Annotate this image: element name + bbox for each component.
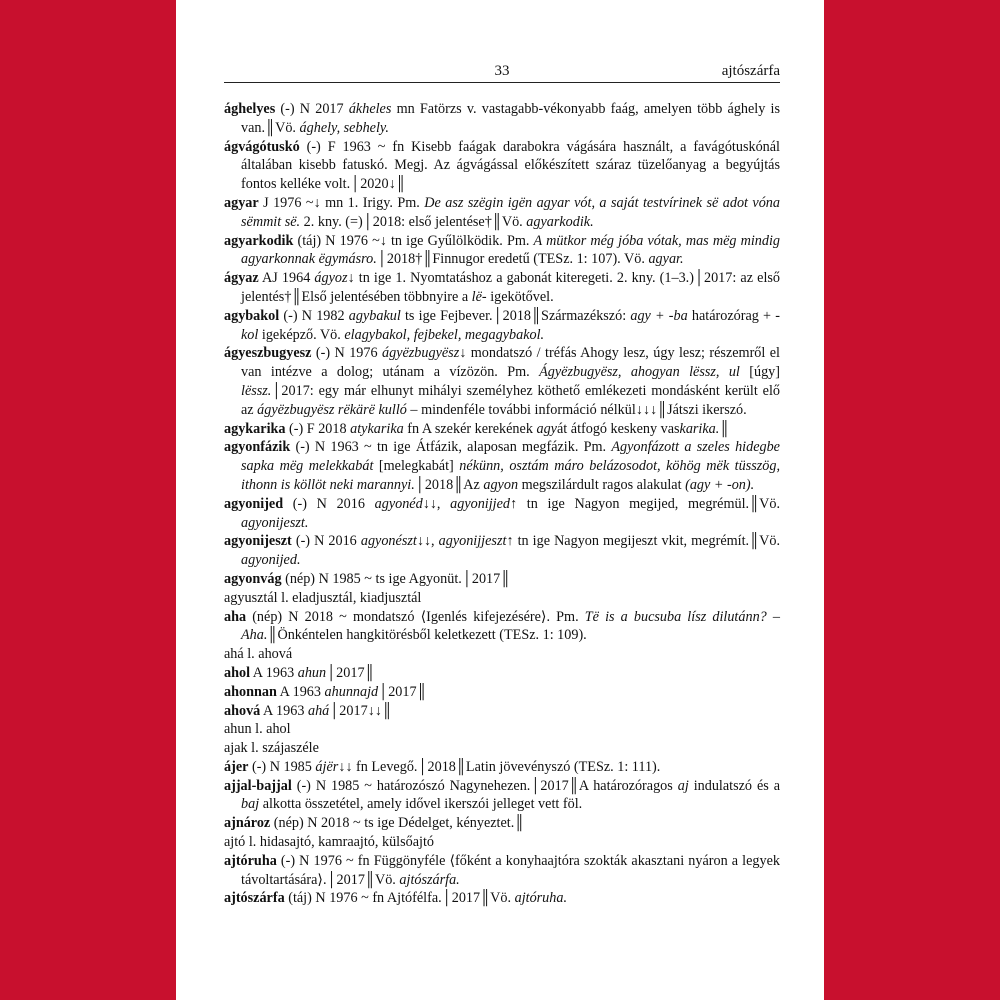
entry-text: – mindenféle további információ nélkül↓↓↓║Játszi ikerszó.	[406, 401, 747, 418]
entry-italic-text: agy + -ba	[630, 307, 688, 324]
entry-italic-text: agyar.	[648, 251, 684, 268]
entry-headword: ajjal-bajjal	[224, 777, 292, 794]
dictionary-entry	[224, 100, 780, 138]
entry-italic-text: agyonijjeszt	[438, 533, 507, 550]
page-header	[224, 58, 780, 83]
entry-text: ↑ tn ige Nagyon megijeszt vkit, megrémít.║Vö.	[506, 533, 781, 550]
entry-italic-text: agybakul	[348, 307, 401, 324]
entry-italic-text: ajtószárfa.	[399, 871, 460, 888]
entry-italic-text: ágyëzbugyësz	[382, 345, 460, 362]
cross-reference-entry	[224, 833, 780, 852]
entry-text: ↓ mondatszó / tréfás Ahogy lesz, úgy lesz; részemről el van intézve a dolog; utánam a vízözön. Pm.	[241, 345, 780, 381]
entry-italic-text: karika.	[679, 420, 720, 437]
entry-italic-text: agyonijeszt.	[241, 514, 309, 531]
cross-reference-entry	[224, 645, 780, 664]
entry-italic-text: ahá	[307, 702, 330, 719]
entry-italic-text: -kol	[241, 307, 780, 343]
dictionary-page	[176, 0, 824, 1000]
entry-headword: agyarkodik	[224, 232, 294, 249]
entry-text: ║	[719, 420, 730, 437]
entry-headword: ahová	[224, 702, 261, 719]
entry-text: ahun l. ahol	[224, 721, 291, 738]
dictionary-entry	[224, 194, 780, 232]
entry-text: A 1963	[250, 664, 298, 681]
entry-text: ↑ tn ige Nagyon megijed, megrémül.║Vö.	[510, 495, 781, 512]
entry-headword: ághelyes	[224, 101, 276, 117]
entry-text: határozórag +	[687, 307, 776, 324]
dictionary-entry	[224, 269, 780, 307]
entry-text: │2018║Az	[414, 476, 484, 493]
cross-reference-entry	[224, 739, 780, 758]
dictionary-entry	[224, 608, 780, 646]
entry-text: ahá l. ahová	[224, 646, 293, 663]
cross-reference-entry	[224, 589, 780, 608]
entry-text: (-) N 1963 ~ tn ige Átfázik, alaposan megfázik. Pm.	[290, 439, 612, 456]
entry-text: (nép) N 2018 ~ ts ige Dédelget, kényeztet.║	[270, 815, 525, 832]
dictionary-entries	[224, 100, 780, 908]
entry-text: ↓↓ fn Levegő.│2018║Latin jövevényszó (TESz. 1: 111).	[338, 758, 661, 775]
entry-headword: ágyeszbugyesz	[224, 345, 312, 362]
entry-italic-text: De asz szëgin igën agyar vót, a saját testvírinek së adot vóna sëmmit së.	[241, 194, 780, 230]
entry-headword: ájer	[224, 758, 249, 775]
entry-text: 2. kny. (=)│2018: első jelentése†║Vö.	[300, 213, 527, 230]
entry-italic-text: elagybakol, fejbekel, megagybakol.	[344, 326, 545, 343]
dictionary-entry	[224, 138, 780, 194]
entry-italic-text: ághely, sebhely.	[299, 119, 389, 136]
dictionary-entry	[224, 852, 780, 890]
entry-headword: ahol	[224, 664, 251, 681]
entry-italic-text: ahunnajd	[324, 683, 379, 700]
entry-headword: agyonvág	[224, 570, 282, 587]
entry-italic-text: agy	[536, 420, 557, 437]
entry-text: indulatszó és a	[688, 777, 780, 794]
entry-text: (-) N 1976	[311, 345, 382, 362]
entry-text: alkotta összetétel, amely idővel ikerszói jelleget vett föl.	[259, 796, 583, 813]
entry-italic-text: agyarkodik.	[526, 213, 594, 230]
dictionary-entry	[224, 814, 780, 833]
entry-headword: agyonijed	[224, 495, 284, 512]
entry-headword: ajtóruha	[224, 852, 277, 869]
cross-reference-entry	[224, 720, 780, 739]
entry-text: mn Fatörzs v. vastagabb-vékonyabb faág, amelyen több ághely is van.║Vö.	[241, 101, 780, 136]
entry-text: igekötővel.	[486, 288, 554, 305]
entry-text: (-) N 2017	[275, 101, 349, 117]
entry-text: (táj) N 1976 ~↓ tn ige Gyűlölködik. Pm.	[293, 232, 534, 249]
entry-text: (-) N 2016	[291, 533, 361, 550]
dictionary-entry	[224, 532, 780, 570]
entry-text: (-) N 1985	[248, 758, 316, 775]
entry-headword: agybakol	[224, 307, 280, 324]
entry-italic-text: atykarika	[350, 420, 404, 437]
dictionary-entry	[224, 702, 780, 721]
entry-italic-text: agyonéd	[374, 495, 423, 512]
dictionary-entry	[224, 683, 780, 702]
dictionary-entry	[224, 307, 780, 345]
entry-text: │2017↓↓║	[329, 702, 392, 719]
entry-italic-text: ajtóruha.	[514, 890, 568, 907]
entry-text: │2017: egy már elhunyt mihályi személyhez köthető emlékezeti mondásként került elő az	[241, 382, 780, 418]
entry-headword: aha	[224, 608, 247, 625]
entry-italic-text: agyonészt	[360, 533, 417, 550]
entry-italic-text: lë-	[471, 288, 487, 305]
entry-italic-text: agyonijjed	[450, 495, 511, 512]
entry-text: (-) N 1982	[279, 307, 349, 324]
entry-italic-text: ágyëzbugyësz rëkärë kulló	[257, 401, 407, 418]
entry-text: ts ige Fejbever.│2018║Származékszó:	[400, 307, 631, 324]
dictionary-entry	[224, 232, 780, 270]
entry-italic-text: ákheles	[348, 101, 392, 117]
entry-headword: ajnároz	[224, 815, 271, 832]
entry-text: J 1976 ~↓ mn 1. Irigy. Pm.	[258, 194, 425, 211]
entry-text: A 1963	[276, 683, 325, 700]
entry-text: agyusztál l. eladjusztál, kiadjusztál	[224, 589, 422, 606]
dictionary-entry	[224, 758, 780, 777]
dictionary-entry	[224, 889, 780, 908]
entry-text: (-) N 2016	[283, 495, 375, 512]
running-head: ajtószárfa	[721, 63, 780, 79]
entry-italic-text: A mütkor még jóba vótak, mas mëg mindig agyarkonnak ëgymásro.	[241, 232, 780, 268]
entry-text: ajak l. szájaszéle	[224, 740, 319, 757]
entry-italic-text: lëssz.	[241, 382, 272, 399]
entry-headword: agyonijeszt	[224, 533, 292, 550]
entry-text: │2017║	[326, 664, 375, 681]
entry-italic-text: (agy + -on).	[685, 476, 755, 493]
entry-text: megszilárdult ragos alakulat	[518, 476, 686, 493]
entry-text: fn A szekér kerekének	[403, 420, 537, 437]
entry-italic-text: agyon	[483, 476, 519, 493]
entry-text: (nép) N 2018 ~ mondatszó ⟨Igenlés kifejezésére⟩. Pm.	[246, 608, 585, 625]
entry-headword: ajtószárfa	[224, 890, 285, 907]
entry-text: A 1963	[260, 702, 308, 719]
dictionary-entry	[224, 570, 780, 589]
dictionary-entry	[224, 438, 780, 494]
dictionary-entry	[224, 420, 780, 439]
entry-text: │2017║	[378, 683, 427, 700]
entry-text: ajtó l. hidasajtó, kamraajtó, külsőajtó	[224, 834, 435, 851]
entry-text: ↓↓,	[416, 533, 439, 550]
entry-text: [melegkabát]	[373, 458, 460, 475]
dictionary-entry	[224, 664, 780, 683]
entry-headword: ágvágótuskó	[224, 138, 300, 155]
entry-text: ║Önkéntelen hangkitörésből keletkezett (TESz. 1: 109).	[267, 627, 587, 644]
entry-headword: agykarika	[224, 420, 286, 437]
entry-text: igeképző. Vö.	[258, 326, 345, 343]
entry-italic-text: baj	[241, 796, 260, 813]
entry-italic-text: Ágyëzbugyësz, ahogyan lëssz, ul	[539, 364, 740, 381]
entry-text: (-) F 1963 ~ fn Kisebb faágak darabokra vágására használt, a favágótuskónál általában kisebb fatuskó. Megj. Az ágvágással előkészített száraz tüzelőanyag a begyújtás fontos kelléke volt.│2020↓║	[241, 138, 780, 193]
dictionary-entry	[224, 344, 780, 419]
entry-text: AJ 1964	[258, 270, 315, 287]
entry-headword: ágyaz	[224, 270, 259, 287]
entry-text: ↓↓,	[422, 495, 451, 512]
entry-headword: agyonfázik	[224, 439, 291, 456]
page-number: 33	[494, 63, 510, 79]
entry-italic-text: ájër	[315, 758, 339, 775]
dictionary-entry	[224, 495, 780, 533]
entry-text: (-) F 2018	[285, 420, 351, 437]
entry-italic-text: aj	[677, 777, 689, 794]
entry-italic-text: nékünn, osztám máro belázosodot, köhög mëk tüsszög, ithonn is köllöt neki marannyi.	[241, 458, 780, 493]
entry-text: ↓ tn ige 1. Nyomtatáshoz a gabonát kiteregeti. 2. kny. (1–3.)│2017: az első jelentés†║Első jelentésében többnyire a	[241, 270, 781, 305]
entry-text: át átfogó keskeny vas	[556, 420, 680, 437]
dictionary-entry	[224, 777, 780, 815]
entry-italic-text: ágyoz	[314, 270, 348, 287]
entry-text: [úgy]	[739, 364, 780, 381]
entry-text: (-) N 1976 ~ fn Függönyféle ⟨főként a konyhaajtóra szokták akasztani nyáron a legyek távoltartására⟩.│2017║Vö.	[241, 852, 780, 888]
entry-text: (táj) N 1976 ~ fn Ajtófélfa.│2017║Vö.	[284, 890, 515, 907]
entry-text: (nép) N 1985 ~ ts ige Agyonüt.│2017║	[281, 570, 511, 587]
entry-headword: agyar	[224, 194, 259, 211]
entry-text: (-) N 1985 ~ határozószó Nagynehezen.│2017║A határozóragos	[291, 777, 678, 794]
entry-italic-text: agyonijed.	[241, 552, 301, 569]
entry-italic-text: Të is a bucsuba lísz dilutánn? – Aha.	[241, 608, 780, 644]
entry-headword: ahonnan	[224, 683, 277, 700]
entry-text: │2018†║Finnugor eredetű (TESz. 1: 107). Vö.	[376, 251, 649, 268]
entry-italic-text: Agyonfázott a szeles hidegbe sapka mëg melekkabát	[241, 439, 780, 475]
entry-italic-text: ahun	[297, 664, 327, 681]
